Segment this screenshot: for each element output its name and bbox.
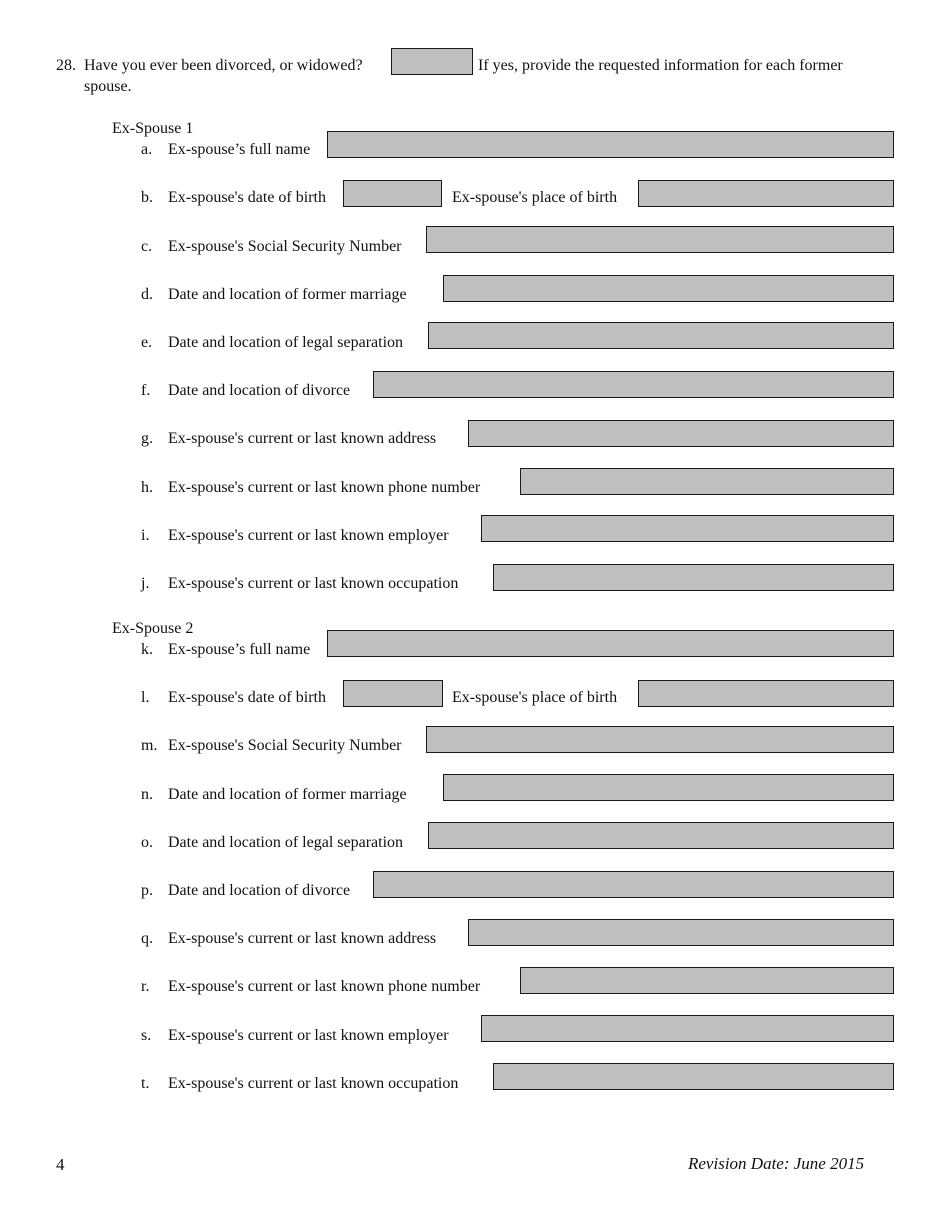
item-letter: i.	[141, 527, 150, 544]
ex-spouse-2-phone-field[interactable]	[520, 967, 894, 994]
item-label: Ex-spouse's current or last known phone number	[168, 479, 481, 496]
item-label: Ex-spouse's current or last known occupation	[168, 1075, 459, 1092]
page-number: 4	[56, 1155, 65, 1174]
item-label: Date and location of divorce	[168, 382, 351, 399]
item-letter: e.	[141, 334, 153, 351]
revision-date: Revision Date: June 2015	[688, 1154, 865, 1173]
item-letter: j.	[141, 575, 150, 592]
ex-spouse-1-divorce-field[interactable]	[373, 371, 894, 398]
ex-spouse-1-address-field[interactable]	[468, 420, 894, 447]
ex-spouse-1-full-name-field[interactable]	[327, 131, 894, 158]
ex-spouse-1-occupation-field[interactable]	[493, 564, 894, 591]
ex-spouse-2-pob-field[interactable]	[638, 680, 894, 707]
ex-spouse-1-ssn-field[interactable]	[426, 226, 894, 253]
item-letter: l.	[141, 689, 150, 706]
item-label: Ex-spouse's current or last known address	[168, 430, 437, 447]
ex-spouse-1-dob-field[interactable]	[343, 180, 442, 207]
item-label: Date and location of legal separation	[168, 334, 404, 351]
question-text: Have you ever been divorced, or widowed?	[84, 57, 363, 74]
item-label: Date and location of divorce	[168, 882, 351, 899]
question-number: 28.	[56, 57, 76, 74]
question-text-after: If yes, provide the requested information for each former	[478, 57, 843, 74]
ex-spouse-1-marriage-field[interactable]	[443, 275, 894, 302]
divorced-widowed-field[interactable]	[391, 48, 473, 75]
item-letter: k.	[141, 641, 153, 658]
item-label: Ex-spouse's Social Security Number	[168, 737, 402, 754]
section-heading-spouse-2: Ex-Spouse 2	[112, 620, 194, 637]
item-label: Ex-spouse's current or last known phone number	[168, 978, 481, 995]
ex-spouse-2-address-field[interactable]	[468, 919, 894, 946]
item-label: Date and location of former marriage	[168, 786, 407, 803]
ex-spouse-1-pob-field[interactable]	[638, 180, 894, 207]
item-label: Ex-spouse's current or last known address	[168, 930, 437, 947]
item-letter: o.	[141, 834, 153, 851]
ex-spouse-1-employer-field[interactable]	[481, 515, 894, 542]
item-label: Ex-spouse's current or last known employer	[168, 1027, 449, 1044]
ex-spouse-2-dob-field[interactable]	[343, 680, 443, 707]
item-label: Ex-spouse's Social Security Number	[168, 238, 402, 255]
ex-spouse-2-employer-field[interactable]	[481, 1015, 894, 1042]
question-text-cont: spouse.	[84, 78, 132, 95]
ex-spouse-1-phone-field[interactable]	[520, 468, 894, 495]
item-label: Ex-spouse's date of birth	[168, 189, 326, 206]
item-label-2: Ex-spouse's place of birth	[452, 189, 618, 206]
item-label: Ex-spouse's current or last known employer	[168, 527, 449, 544]
item-label: Ex-spouse's current or last known occupation	[168, 575, 459, 592]
item-letter: a.	[141, 141, 153, 158]
item-label-2: Ex-spouse's place of birth	[452, 689, 618, 706]
item-letter: g.	[141, 430, 153, 447]
item-label: Ex-spouse’s full name	[168, 141, 311, 158]
ex-spouse-2-divorce-field[interactable]	[373, 871, 894, 898]
item-letter: m.	[141, 737, 158, 754]
item-letter: f.	[141, 382, 151, 399]
section-heading-spouse-1: Ex-Spouse 1	[112, 120, 194, 137]
item-letter: c.	[141, 238, 153, 255]
item-letter: t.	[141, 1075, 150, 1092]
ex-spouse-2-full-name-field[interactable]	[327, 630, 894, 657]
ex-spouse-2-marriage-field[interactable]	[443, 774, 894, 801]
ex-spouse-2-separation-field[interactable]	[428, 822, 894, 849]
ex-spouse-1-separation-field[interactable]	[428, 322, 894, 349]
item-letter: s.	[141, 1027, 152, 1044]
item-letter: b.	[141, 189, 153, 206]
ex-spouse-2-occupation-field[interactable]	[493, 1063, 894, 1090]
item-letter: q.	[141, 930, 153, 947]
item-label: Date and location of former marriage	[168, 286, 407, 303]
item-label: Ex-spouse’s full name	[168, 641, 311, 658]
item-label: Ex-spouse's date of birth	[168, 689, 326, 706]
ex-spouse-2-ssn-field[interactable]	[426, 726, 894, 753]
item-label: Date and location of legal separation	[168, 834, 404, 851]
item-letter: p.	[141, 882, 153, 899]
item-letter: r.	[141, 978, 150, 995]
item-letter: h.	[141, 479, 153, 496]
item-letter: n.	[141, 786, 153, 803]
item-letter: d.	[141, 286, 153, 303]
